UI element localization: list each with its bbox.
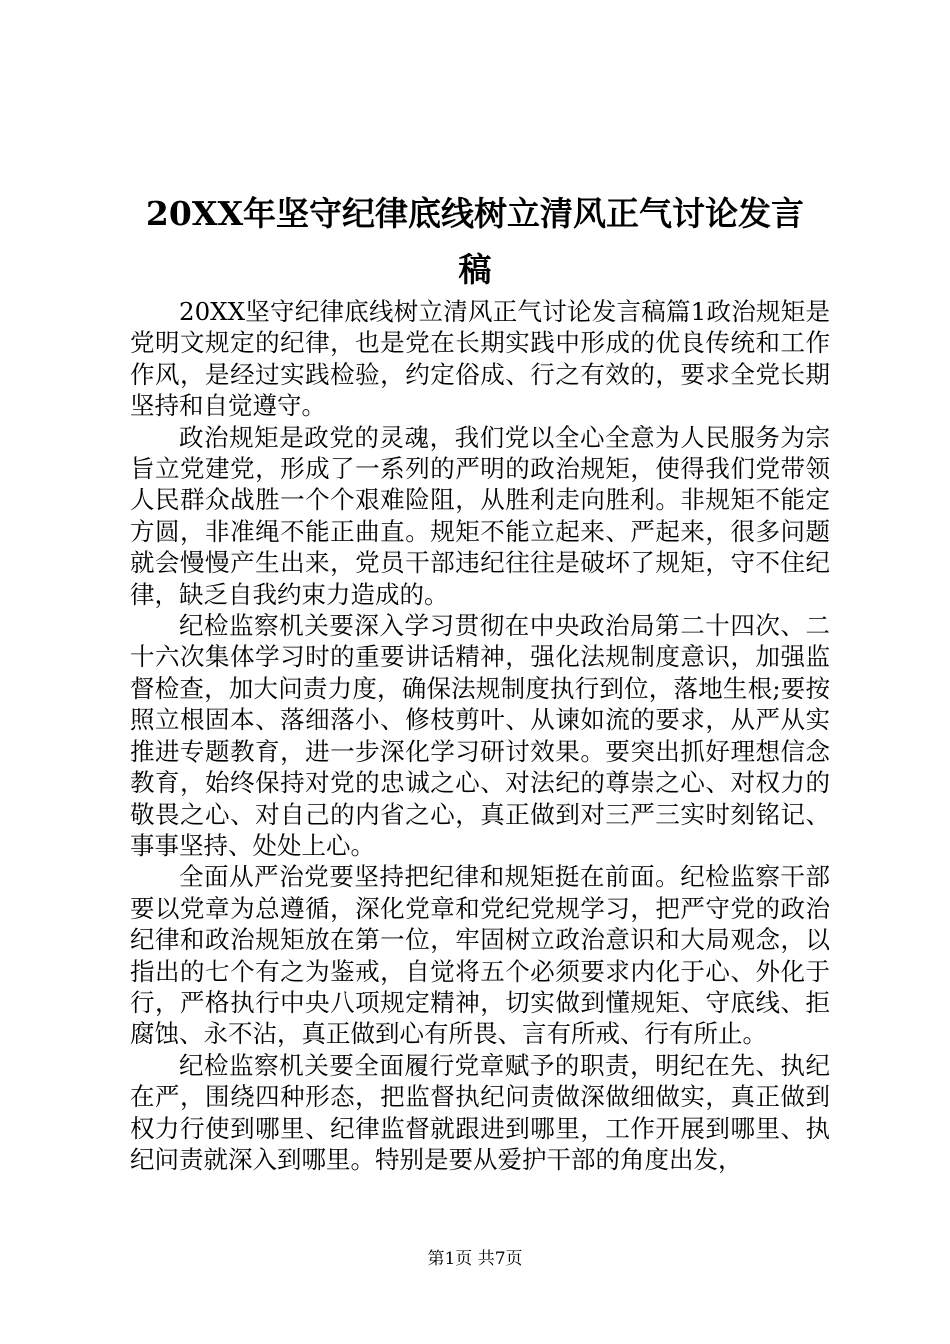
paragraph: 纪检监察机关要全面履行党章赋予的职责，明纪在先、执纪在严，围绕四种形态，把监督执纪问责做深做细做实，真正做到权力行使到哪里、纪律监督就跟进到哪里，工作开展到哪里、执纪问责就深入到哪里。特别是要从爱护干部的角度出发， bbox=[130, 1050, 830, 1174]
paragraph: 20XX坚守纪律底线树立清风正气讨论发言稿篇1政治规矩是党明文规定的纪律，也是党在长期实践中形成的优良传统和工作作风，是经过实践检验，约定俗成、行之有效的，要求全党长期坚持和自觉遵守。 bbox=[130, 297, 830, 421]
paragraph: 政治规矩是政党的灵魂，我们党以全心全意为人民服务为宗旨立党建党，形成了一系列的严明的政治规矩，使得我们党带领人民群众战胜一个个艰难险阻，从胜利走向胜利。非规矩不能定方圆，非准绳不能正曲直。规矩不能立起来、严起来，很多问题就会慢慢产生出来，党员干部违纪往往是破坏了规矩，守不住纪律，缺乏自我约束力造成的。 bbox=[130, 422, 830, 609]
page-footer: 第1页 共7页 bbox=[427, 1249, 523, 1269]
document-body bbox=[130, 296, 830, 1175]
document-title: 20XX年坚守纪律底线树立清风正气讨论发言稿 bbox=[145, 194, 805, 289]
paragraph: 全面从严治党要坚持把纪律和规矩挺在前面。纪检监察干部要以党章为总遵循，深化党章和党纪党规学习，把严守党的政治纪律和政治规矩放在第一位，牢固树立政治意识和大局观念，以指出的七个有之为鉴戒，自觉将五个必须要求内化于心、外化于行，严格执行中央八项规定精神，切实做到懂规矩、守底线、拒腐蚀、永不沾，真正做到心有所畏、言有所戒、行有所止。 bbox=[130, 862, 830, 1049]
paragraph: 纪检监察机关要深入学习贯彻在中央政治局第二十四次、二十六次集体学习时的重要讲话精神，强化法规制度意识，加强监督检查，加大问责力度，确保法规制度执行到位，落地生根;要按照立根固本、落细落小、修枝剪叶、从谏如流的要求，从严从实推进专题教育，进一步深化学习研讨效果。要突出抓好理想信念教育，始终保持对党的忠诚之心、对法纪的尊崇之心、对权力的敬畏之心、对自己的内省之心，真正做到对三严三实时刻铭记、事事坚持、处处上心。 bbox=[130, 611, 830, 860]
